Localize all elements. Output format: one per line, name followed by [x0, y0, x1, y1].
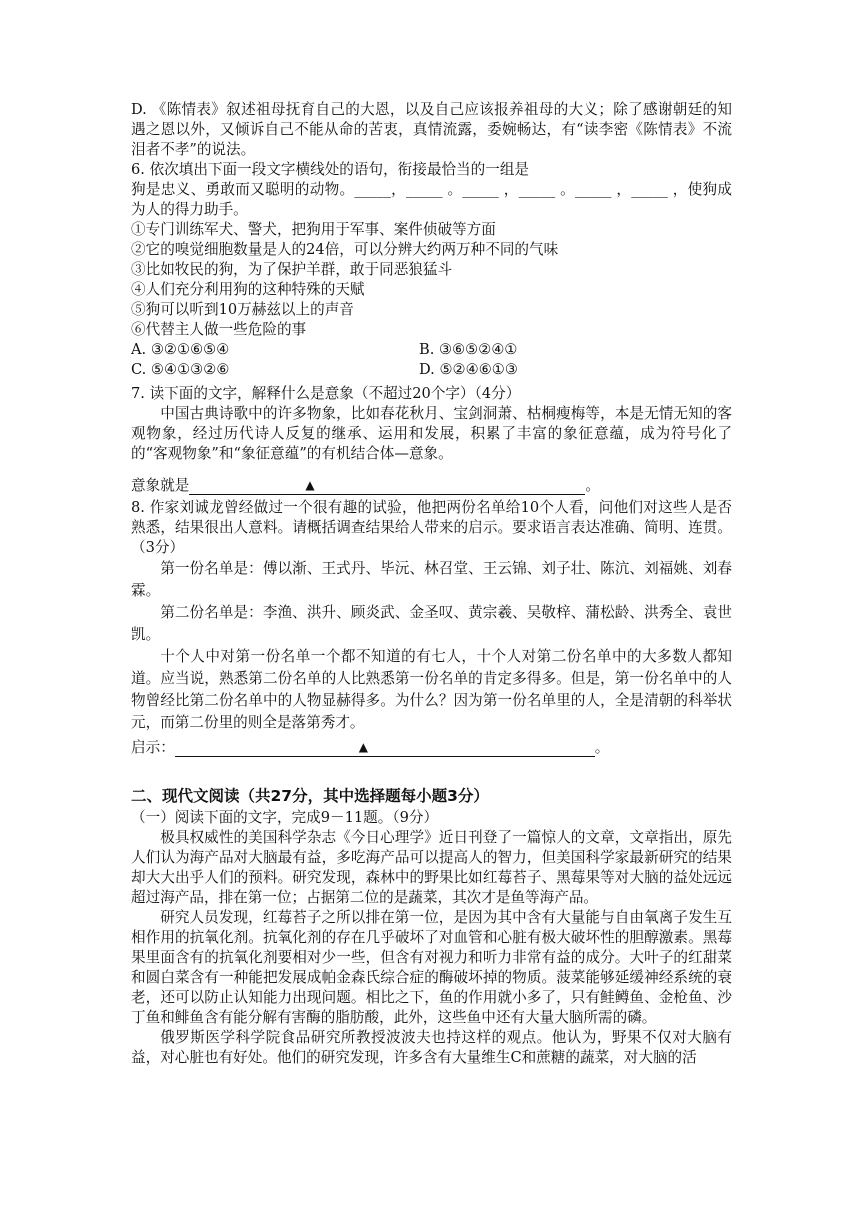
q6-option-c: C. ⑤④①③②⑥	[131, 361, 230, 378]
q6-passage: 狗是忠义、勇敢而又聪明的动物。_____，_____ 。_____ ，_____ 。_____ ，_____ ，使狗成为人的得力助手。	[131, 181, 732, 218]
reading-paragraph-3: 俄罗斯医学科学院食品研究所教授波波夫也持这样的观点。他认为，野果不仅对大脑有益，对心脏也有好处。他们的研究发现，许多含有大量维生C和蔗糖的蔬菜，对大脑的活	[131, 1029, 732, 1066]
q6-options	[131, 340, 732, 380]
q8-answer-suffix: 。	[594, 739, 610, 756]
q8-answer-line	[131, 738, 732, 758]
q6-item: ②它的嗅觉细胞数量是人的24倍，可以分辨大约两万种不同的气味	[131, 241, 559, 258]
reading-paragraph-2: 研究人员发现，红莓苔子之所以排在第一位，是因为其中含有大量能与自由氧离子发生互相作用的抗氧化剂。抗氧化剂的存在几乎破坏了对血管和心脏有极大破坏性的胆醇激素。黑莓果里面含有的抗氧化剂要相对少一些，但含有对视力和听力非常有益的成分。大叶子的红甜菜和圆白菜含有一种能把发展成帕金森氏综合症的酶破坏掉的物质。菠菜能够延缓神经系统的衰老，还可以防止认知能力出现问题。相比之下，鱼的作用就小多了，只有鲑鳟鱼、金枪鱼、沙丁鱼和鲱鱼含有能分解有害酶的脂肪酸，此外，这些鱼中还有大量大脑所需的磷。	[131, 909, 732, 1026]
q6-item: ④人们充分利用狗的这种特殊的天赋	[131, 281, 365, 298]
q6-item: ⑤狗可以听到10万赫兹以上的声音	[131, 301, 354, 318]
q8-answer-prefix: 启示：	[131, 739, 175, 756]
q6-option-a: A. ③②①⑥⑤④	[131, 341, 230, 358]
q7-answer-line	[131, 476, 732, 496]
q6-items	[131, 220, 732, 340]
q8-list-2: 第二份名单是：李渔、洪升、顾炎武、金圣叹、黄宗羲、吴敬梓、蒲松龄、洪秀全、袁世凯。	[131, 604, 732, 643]
section-2-subtitle: （一）阅读下面的文字，完成9－11题。（9分）	[131, 809, 439, 826]
q7-answer-suffix: 。	[585, 477, 600, 494]
q8-answer-blank[interactable]	[175, 740, 595, 757]
q7-answer-blank[interactable]	[189, 478, 585, 495]
q5-option-d: D. 《陈情表》叙述祖母抚育自己的大恩，以及自己应该报养祖母的大义；除了感谢朝廷的知遇之恩以外，又倾诉自己不能从命的苦衷，真情流露，委婉畅达，有“读李密《陈情表》不流泪者不孝”的说法。	[131, 101, 732, 158]
section-2-title: 二、现代文阅读（共27分，其中选择题每小题3分）	[131, 787, 489, 805]
q6-option-d: D. ⑤②④⑥①③	[419, 361, 518, 378]
q6-question: 6. 依次填出下面一段文字横线处的语句，衔接最恰当的一组是	[131, 161, 530, 178]
q8-result: 十个人中对第一份名单一个都不知道的有七人，十个人对第二份名单中的大多数人都知道。应当说，熟悉第二份名单的人比熟悉第一份名单的肯定多得多。但是，第一份名单中的人物曾经比第二份名单中的人物显赫得多。为什么？因为第一份名单里的人，全是清朝的科举状元，而第二份里的则全是落第秀才。	[131, 648, 732, 731]
q6-item: ①专门训练军犬、警犬，把狗用于军事、案件侦破等方面	[131, 221, 496, 238]
q8-list-1: 第一份名单是：傅以渐、王式丹、毕沅、林召堂、王云锦、刘子壮、陈沆、刘福姚、刘春霖。	[131, 560, 732, 599]
q6-item: ③比如牧民的狗，为了保护羊群，敢于同恶狼猛斗	[131, 261, 453, 278]
q7-question: 7. 读下面的文字，解释什么是意象（不超过20个字）（4分）	[131, 385, 521, 402]
q7-passage: 中国古典诗歌中的许多物象，比如春花秋月、宝剑洞萧、枯桐瘦梅等，本是无情无知的客观物象，经过历代诗人反复的继承、运用和发展，积累了丰富的象征意蕴，成为符号化了的“客观物象”和“象征意蕴”的有机结合体—意象。	[131, 405, 732, 462]
q6-option-b: B. ③⑥⑤②④①	[419, 341, 518, 358]
triangle-marker-icon: ▲	[305, 477, 315, 492]
reading-paragraph-1: 极具权威性的美国科学杂志《今日心理学》近日刊登了一篇惊人的文章，文章指出，原先人们认为海产品对大脑最有益，多吃海产品可以提高人的智力，但美国科学家最新研究的结果却大大出乎人们的预料。研究发现，森林中的野果比如红莓苔子、黑莓果等对大脑的益处远远超过海产品，排在第一位；占据第二位的是蔬菜，其次才是鱼等海产品。	[131, 829, 732, 906]
q6-item: ⑥代替主人做一些危险的事	[131, 321, 307, 338]
q8-question: 8. 作家刘诚龙曾经做过一个很有趣的试验，他把两份名单给10个人看，问他们对这些人是否熟悉，结果很出人意料。请概括调查结果给人带来的启示。要求语言表达准确、简明、连贯。（3分）	[131, 499, 732, 556]
triangle-marker-icon: ▲	[358, 739, 369, 754]
q7-answer-prefix: 意象就是	[131, 477, 190, 494]
